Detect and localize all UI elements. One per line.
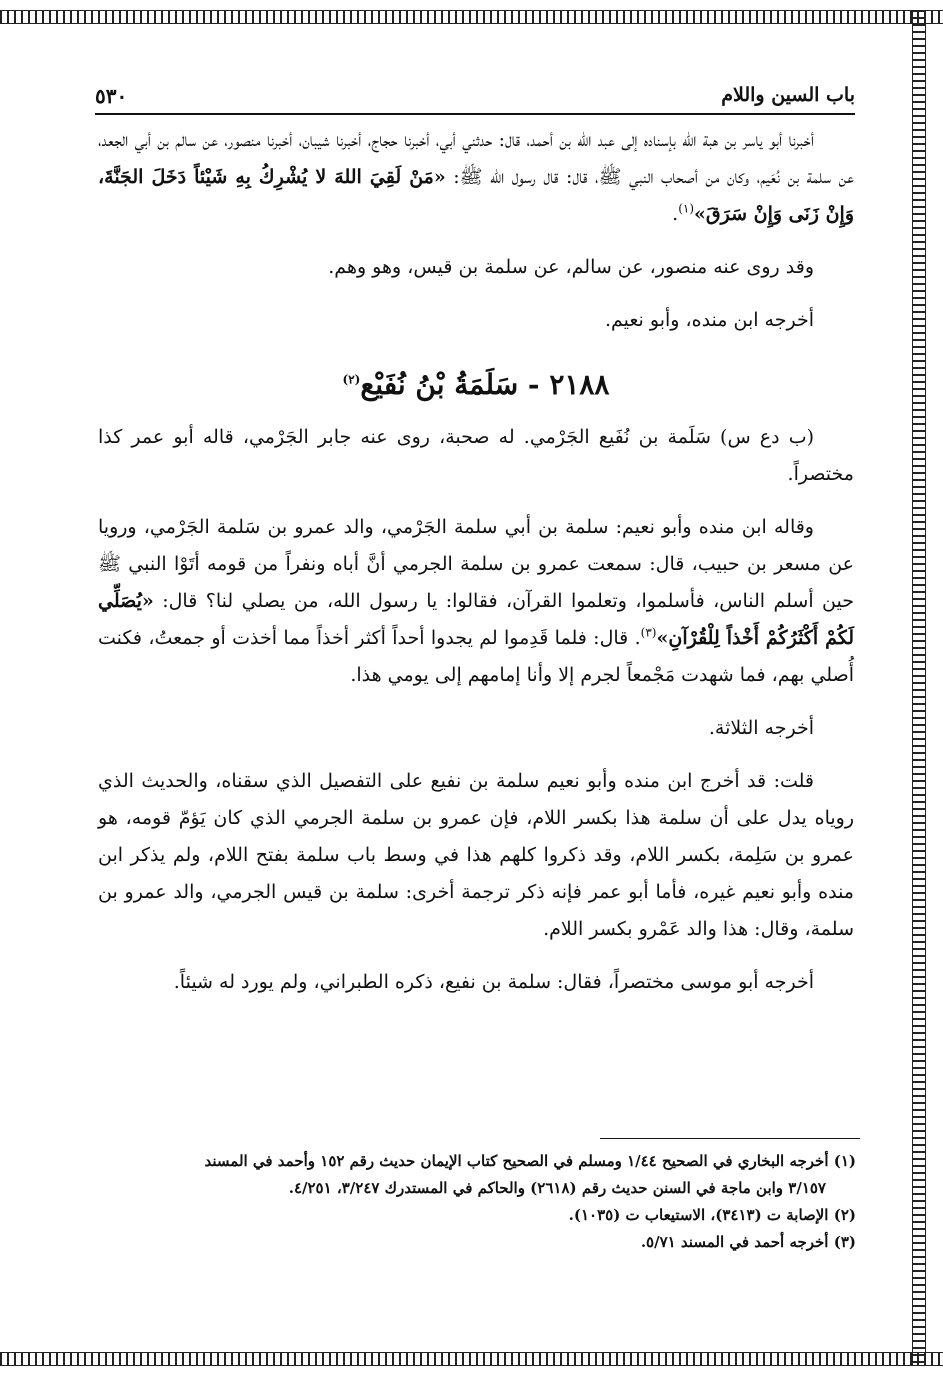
footnote-number: (٢)	[833, 1206, 856, 1224]
paragraph-5-rest: . قال: فلما قَدِموا لم يجدوا أحداً أكثر أخذاً مما أخذت أو جمعتُ، فكنت أُصلي بهم، فما شهدت مَجْمعاً لجرم إلا وأنا إمامهم إلى يومي هذا.	[98, 627, 854, 686]
bottom-ornamental-border	[0, 1352, 943, 1366]
paragraph-5-text: وقاله ابن منده وأبو نعيم: سلمة بن أبي سلمة الجَرْمي، والد عمرو بن سَلمة الجَرْمي، ورويا عن مسعر بن حبيب، قال: سمعت عمرو بن سلمة الجرمي أنَّ أباه ونفراً من قومه أتَوْا النبي ﷺ حين أسلم الناس، فأسلموا، وتعلموا القرآن، فقالوا: يا رسول الله، من يصلي لنا؟ قال:	[98, 516, 854, 612]
paragraph-5	[98, 509, 854, 694]
header-divider	[95, 113, 855, 115]
main-text	[98, 122, 854, 1001]
footnote-divider	[600, 1138, 860, 1139]
footnote-ref-2: (٢)	[342, 372, 361, 387]
footnotes	[98, 1148, 856, 1256]
paragraph-8: أخرجه أبو موسى مختصراً، فقال: سلمة بن نفيع، ذكره الطبراني، ولم يورد له شيئاً.	[173, 971, 814, 993]
footnote-1	[98, 1148, 856, 1175]
footnote-number: (١)	[833, 1152, 856, 1170]
page-number: ٥٣٠	[95, 84, 128, 108]
entry-heading-text: ٢١٨٨ - سَلَمَةُ بْنُ نُفَيْع	[360, 368, 610, 401]
right-ornamental-border	[912, 10, 926, 1366]
footnote-text: أخرجه أحمد في المسند ٥/٧١.	[640, 1233, 829, 1251]
footnote-text: أخرجه البخاري في الصحيح ١/٤٤ ومسلم في الصحيح كتاب الإيمان حديث رقم ١٥٢ وأحمد في المسند	[204, 1152, 829, 1170]
footnote-2	[98, 1202, 856, 1229]
paragraph-2: وقد روى عنه منصور، عن سالم، عن سلمة بن قيس، وهو وهم.	[328, 256, 814, 278]
paragraph-4: (ب دع س) سَلَمة بن نُفَيع الجَرْمي. له صحبة، روى عنه جابر الجَرْمي، قاله أبو عمر كذا مختصراً.	[98, 426, 854, 485]
paragraph-7: قلت: قد أخرج ابن منده وأبو نعيم سلمة بن نفيع على التفصيل الذي سقناه، والحديث الذي روياه يدل على أن سلمة هذا بكسر اللام، فإن عمرو بن سلمة الجرمي الذي كان يَؤمّ قومه، هو عمرو بن سَلِمة، بكسر اللام، وقد ذكروا كلهم هذا في وسط باب سلمة بفتح اللام، ولم يذكر ابن منده وأبو نعيم غيره، فأما أبو عمر فإنه ذكر ترجمة أخرى: سلمة بن قيس الجرمي، والد عمرو بن سلمة، وقال: هذا والد عَمْرو بكسر اللام.	[98, 770, 854, 940]
footnote-text: الإصابة ت (٣٤١٣)، الاستيعاب ت (١٠٣٥).	[568, 1206, 829, 1224]
footnote-number: (٣)	[833, 1233, 856, 1251]
paragraph-1-text: أخبرنا أبو ياسر بن هبة الله بإسناده إلى عبد الله بن أحمد، قال: حدثني أبي، أخبرنا حجاج، أخبرنا شيبان، أخبرنا منصور، عن سالم بن أبي الجعد، عن سلمة بن نُعَيم، وكان من أصحاب النبي ﷺ، قال: قال رسول الله ﷺ:	[98, 129, 854, 188]
paragraph-3: أخرجه ابن منده، وأبو نعيم.	[604, 309, 814, 331]
hadith-quote-2: «يُصَلِّي لَكُمْ أَكْثَرُكُمْ أَخْذاً لِلْقُرْآنِ»	[98, 590, 854, 649]
footnote-3	[98, 1229, 856, 1256]
running-header	[95, 84, 855, 112]
chapter-title: باب السين واللام	[721, 84, 855, 106]
top-ornamental-border	[0, 10, 943, 24]
paragraph-1: أخبرنا أبو ياسر بن هبة الله بإسناده إلى عبد الله بن أحمد، قال: حدثني أبي، أخبرنا حجاج، أخبرنا شيبان، أخبرنا منصور، عن سالم بن أبي الجعد، عن سلمة بن نُعَيم، وكان من أصحاب النبي ﷺ، قال: قال رسول الله ﷺ: «مَنْ لَقِيَ اللهَ لا يُشْرِكُ بِهِ شَيْئاً دَخَلَ الجَنَّةَ، وَإِنْ زَنَى وَإِنْ سَرَقَ»$^{(١)}$.	[98, 129, 854, 225]
paragraph-6: أخرجه الثلاثة.	[708, 717, 814, 739]
footnote-1-continued: ٣/١٥٧ وابن ماجة في السنن حديث رقم (٢٦١٨) والحاكم في المستدرك ٣/٢٤٧، ٤/٢٥١.	[288, 1179, 826, 1197]
footnote-ref-1: (١)	[678, 201, 695, 216]
footnote-ref-3: (٣)	[640, 625, 657, 640]
hadith-quote-1: «مَنْ لَقِيَ اللهَ لا يُشْرِكُ بِهِ شَيْئاً دَخَلَ الجَنَّةَ، وَإِنْ زَنَى وَإِنْ سَرَقَ»	[98, 166, 854, 225]
entry-heading	[98, 365, 854, 405]
